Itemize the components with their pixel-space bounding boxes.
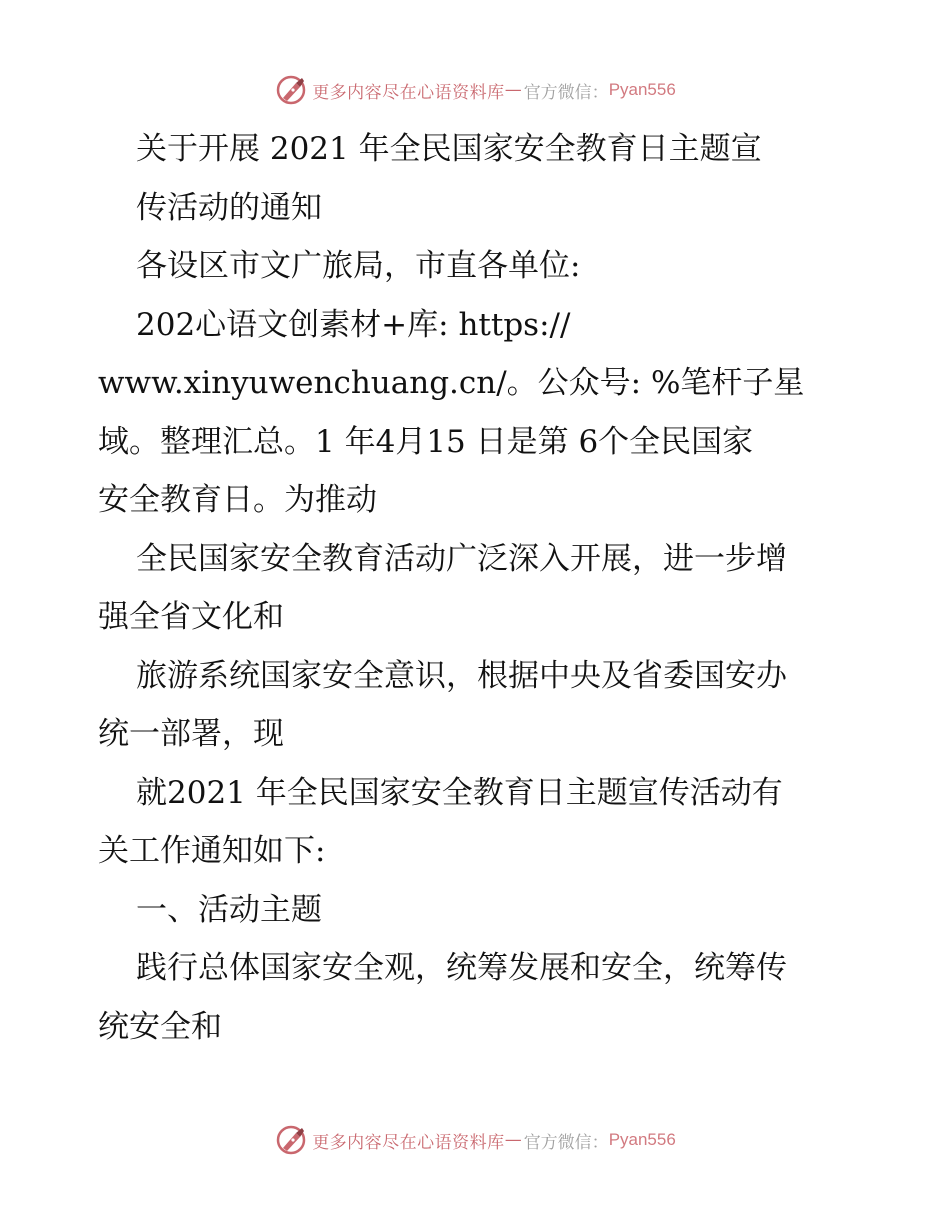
body-line: 关工作通知如下: — [98, 833, 326, 869]
body-line: 202心语文创素材+库: https:// — [136, 306, 571, 343]
section-heading: 一、活动主题 — [136, 891, 322, 928]
pen-nib-logo-icon — [274, 73, 308, 107]
body-line: 域。整理汇总。1 年4月15 日是第 6个全民国家 — [98, 423, 754, 460]
banner-subtext: 官方微信： — [523, 1132, 609, 1153]
banner-dash: — — [504, 80, 522, 100]
banner-dash: — — [504, 1130, 522, 1150]
body-line: 安全教育日。为推动 — [98, 482, 377, 518]
body-line: 全民国家安全教育活动广泛深入开展，进一步增 — [136, 540, 787, 577]
banner-text: 更多内容尽在心语资料库 — [312, 82, 505, 103]
header-banner[interactable] — [0, 70, 950, 110]
banner-wechat-id: Pyan556 — [608, 80, 676, 99]
body-line: 统一部署，现 — [98, 716, 284, 752]
footer-banner[interactable] — [0, 1120, 950, 1160]
banner-wechat-id: Pyan556 — [608, 1130, 676, 1149]
body-line: 强全省文化和 — [98, 599, 284, 635]
pen-nib-logo-icon — [274, 1123, 308, 1157]
body-line: www.xinyuwenchuang.cn/。公众号: %笔杆子星 — [98, 365, 805, 401]
title-line-2: 传活动的通知 — [136, 189, 322, 226]
title-line-1: 关于开展 2021 年全民国家安全教育日主题宣 — [136, 131, 762, 167]
body-line: 统安全和 — [98, 1008, 222, 1045]
body-line: 旅游系统国家安全意识，根据中央及省委国安办 — [136, 657, 787, 694]
body-line: 践行总体国家安全观，统筹发展和安全，统筹传 — [136, 950, 787, 986]
salutation-line: 各设区市文广旅局，市直各单位: — [136, 248, 581, 284]
body-line: 就2021 年全民国家安全教育日主题宣传活动有 — [136, 774, 783, 811]
banner-subtext: 官方微信： — [523, 82, 609, 103]
document-body — [98, 120, 858, 1056]
banner-text: 更多内容尽在心语资料库 — [312, 1132, 505, 1153]
